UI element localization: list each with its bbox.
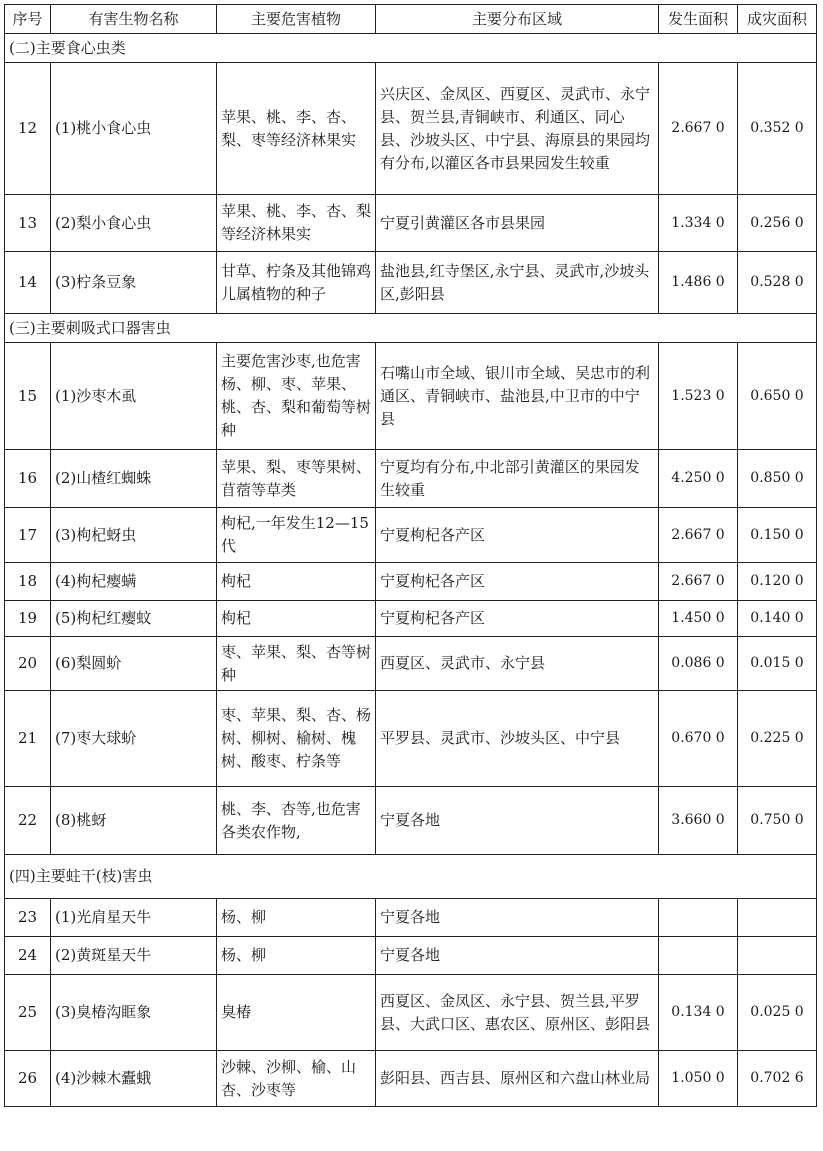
cell-dis-area (738, 899, 817, 937)
cell-no: 20 (5, 637, 51, 691)
cell-occ-area: 4.250 0 (659, 450, 738, 508)
cell-dist: 平罗县、灵武市、沙坡头区、中宁县 (376, 691, 659, 787)
cell-name: (6)梨圆蚧 (51, 637, 217, 691)
cell-host: 杨、柳 (217, 899, 376, 937)
cell-dis-area: 0.528 0 (738, 252, 817, 314)
cell-host: 苹果、桃、李、杏、梨、枣等经济林果实 (217, 63, 376, 195)
cell-dis-area: 0.225 0 (738, 691, 817, 787)
cell-name: (3)臭椿沟眶象 (51, 975, 217, 1051)
cell-dist: 彭阳县、西吉县、原州区和六盘山林业局 (376, 1051, 659, 1107)
cell-dist: 盐池县,红寺堡区,永宁县、灵武市,沙坡头区,彭阳县 (376, 252, 659, 314)
cell-dist: 宁夏枸杞各产区 (376, 563, 659, 601)
cell-dis-area: 0.120 0 (738, 563, 817, 601)
cell-no: 24 (5, 937, 51, 975)
cell-no: 16 (5, 450, 51, 508)
table-row (5, 975, 817, 1051)
table-row (5, 691, 817, 787)
cell-dist: 宁夏引黄灌区各市县果园 (376, 195, 659, 252)
cell-dist: 宁夏各地 (376, 899, 659, 937)
cell-dis-area: 0.352 0 (738, 63, 817, 195)
cell-dist: 宁夏均有分布,中北部引黄灌区的果园发生较重 (376, 450, 659, 508)
cell-no: 13 (5, 195, 51, 252)
table-row (5, 787, 817, 855)
cell-no: 25 (5, 975, 51, 1051)
table-row (5, 937, 817, 975)
table-row (5, 343, 817, 450)
cell-occ-area: 1.486 0 (659, 252, 738, 314)
cell-occ-area: 1.450 0 (659, 601, 738, 637)
cell-dis-area: 0.850 0 (738, 450, 817, 508)
cell-no: 18 (5, 563, 51, 601)
section-row (5, 314, 817, 343)
cell-name: (4)沙棘木蠹蛾 (51, 1051, 217, 1107)
table-row (5, 563, 817, 601)
header-dist: 主要分布区域 (376, 5, 659, 34)
section-row (5, 855, 817, 899)
table-row (5, 252, 817, 314)
cell-dis-area: 0.015 0 (738, 637, 817, 691)
cell-name: (2)梨小食心虫 (51, 195, 217, 252)
cell-no: 19 (5, 601, 51, 637)
cell-occ-area: 1.334 0 (659, 195, 738, 252)
section-row (5, 34, 817, 63)
cell-name: (2)山楂红蜘蛛 (51, 450, 217, 508)
cell-dis-area: 0.150 0 (738, 508, 817, 563)
cell-dist: 西夏区、灵武市、永宁县 (376, 637, 659, 691)
cell-occ-area (659, 937, 738, 975)
cell-occ-area: 1.523 0 (659, 343, 738, 450)
cell-dis-area: 0.140 0 (738, 601, 817, 637)
cell-host: 枸杞,一年发生12—15代 (217, 508, 376, 563)
section-title: (四)主要蛀干(枝)害虫 (5, 855, 817, 899)
cell-name: (1)桃小食心虫 (51, 63, 217, 195)
cell-dist: 兴庆区、金凤区、西夏区、灵武市、永宁县、贺兰县,青铜峡市、利通区、同心县、沙坡头区、中宁县、海原县的果园均有分布,以灌区各市县果园发生较重 (376, 63, 659, 195)
table-row (5, 637, 817, 691)
pest-table (4, 4, 817, 1107)
cell-dis-area (738, 937, 817, 975)
cell-dist: 宁夏各地 (376, 937, 659, 975)
cell-occ-area: 2.667 0 (659, 563, 738, 601)
cell-occ-area: 0.670 0 (659, 691, 738, 787)
cell-name: (3)柠条豆象 (51, 252, 217, 314)
cell-name: (5)枸杞红瘿蚊 (51, 601, 217, 637)
section-title: (三)主要刺吸式口器害虫 (5, 314, 817, 343)
cell-occ-area: 2.667 0 (659, 63, 738, 195)
cell-host: 主要危害沙枣,也危害杨、柳、枣、苹果、桃、杏、梨和葡萄等树种 (217, 343, 376, 450)
cell-no: 26 (5, 1051, 51, 1107)
cell-dis-area: 0.256 0 (738, 195, 817, 252)
cell-dist: 宁夏各地 (376, 787, 659, 855)
cell-dist: 西夏区、金凤区、永宁县、贺兰县,平罗县、大武口区、惠农区、原州区、彭阳县 (376, 975, 659, 1051)
cell-host: 沙棘、沙柳、榆、山杏、沙枣等 (217, 1051, 376, 1107)
cell-occ-area: 0.086 0 (659, 637, 738, 691)
table-row (5, 63, 817, 195)
header-name: 有害生物名称 (51, 5, 217, 34)
header-dis-area: 成灾面积 (738, 5, 817, 34)
cell-occ-area: 0.134 0 (659, 975, 738, 1051)
cell-dis-area: 0.025 0 (738, 975, 817, 1051)
cell-name: (8)桃蚜 (51, 787, 217, 855)
cell-name: (3)枸杞蚜虫 (51, 508, 217, 563)
header-row (5, 5, 817, 34)
cell-host: 甘草、柠条及其他锦鸡儿属植物的种子 (217, 252, 376, 314)
table-row (5, 195, 817, 252)
cell-dis-area: 0.750 0 (738, 787, 817, 855)
cell-dist: 宁夏枸杞各产区 (376, 508, 659, 563)
cell-no: 21 (5, 691, 51, 787)
cell-name: (1)光肩星天牛 (51, 899, 217, 937)
cell-occ-area: 2.667 0 (659, 508, 738, 563)
cell-dis-area: 0.702 6 (738, 1051, 817, 1107)
cell-dist: 石嘴山市全域、银川市全域、吴忠市的利通区、青铜峡市、盐池县,中卫市的中宁县 (376, 343, 659, 450)
cell-name: (4)枸杞瘿螨 (51, 563, 217, 601)
cell-no: 15 (5, 343, 51, 450)
cell-occ-area: 3.660 0 (659, 787, 738, 855)
cell-occ-area: 1.050 0 (659, 1051, 738, 1107)
cell-no: 12 (5, 63, 51, 195)
section-title: (二)主要食心虫类 (5, 34, 817, 63)
cell-host: 桃、李、杏等,也危害各类农作物, (217, 787, 376, 855)
cell-name: (1)沙枣木虱 (51, 343, 217, 450)
header-occ-area: 发生面积 (659, 5, 738, 34)
cell-no: 23 (5, 899, 51, 937)
cell-name: (2)黄斑星天牛 (51, 937, 217, 975)
cell-host: 杨、柳 (217, 937, 376, 975)
table-row (5, 601, 817, 637)
cell-dis-area: 0.650 0 (738, 343, 817, 450)
cell-host: 苹果、桃、李、杏、梨等经济林果实 (217, 195, 376, 252)
cell-no: 17 (5, 508, 51, 563)
header-host: 主要危害植物 (217, 5, 376, 34)
cell-host: 枣、苹果、梨、杏等树种 (217, 637, 376, 691)
cell-no: 14 (5, 252, 51, 314)
table-row (5, 899, 817, 937)
cell-name: (7)枣大球蚧 (51, 691, 217, 787)
cell-host: 苹果、梨、枣等果树、苜蓿等草类 (217, 450, 376, 508)
cell-host: 臭椿 (217, 975, 376, 1051)
table-row (5, 450, 817, 508)
cell-no: 22 (5, 787, 51, 855)
table-row (5, 508, 817, 563)
cell-host: 枸杞 (217, 601, 376, 637)
header-no: 序号 (5, 5, 51, 34)
table-row (5, 1051, 817, 1107)
cell-dist: 宁夏枸杞各产区 (376, 601, 659, 637)
cell-host: 枸杞 (217, 563, 376, 601)
cell-occ-area (659, 899, 738, 937)
cell-host: 枣、苹果、梨、杏、杨树、柳树、榆树、槐树、酸枣、柠条等 (217, 691, 376, 787)
